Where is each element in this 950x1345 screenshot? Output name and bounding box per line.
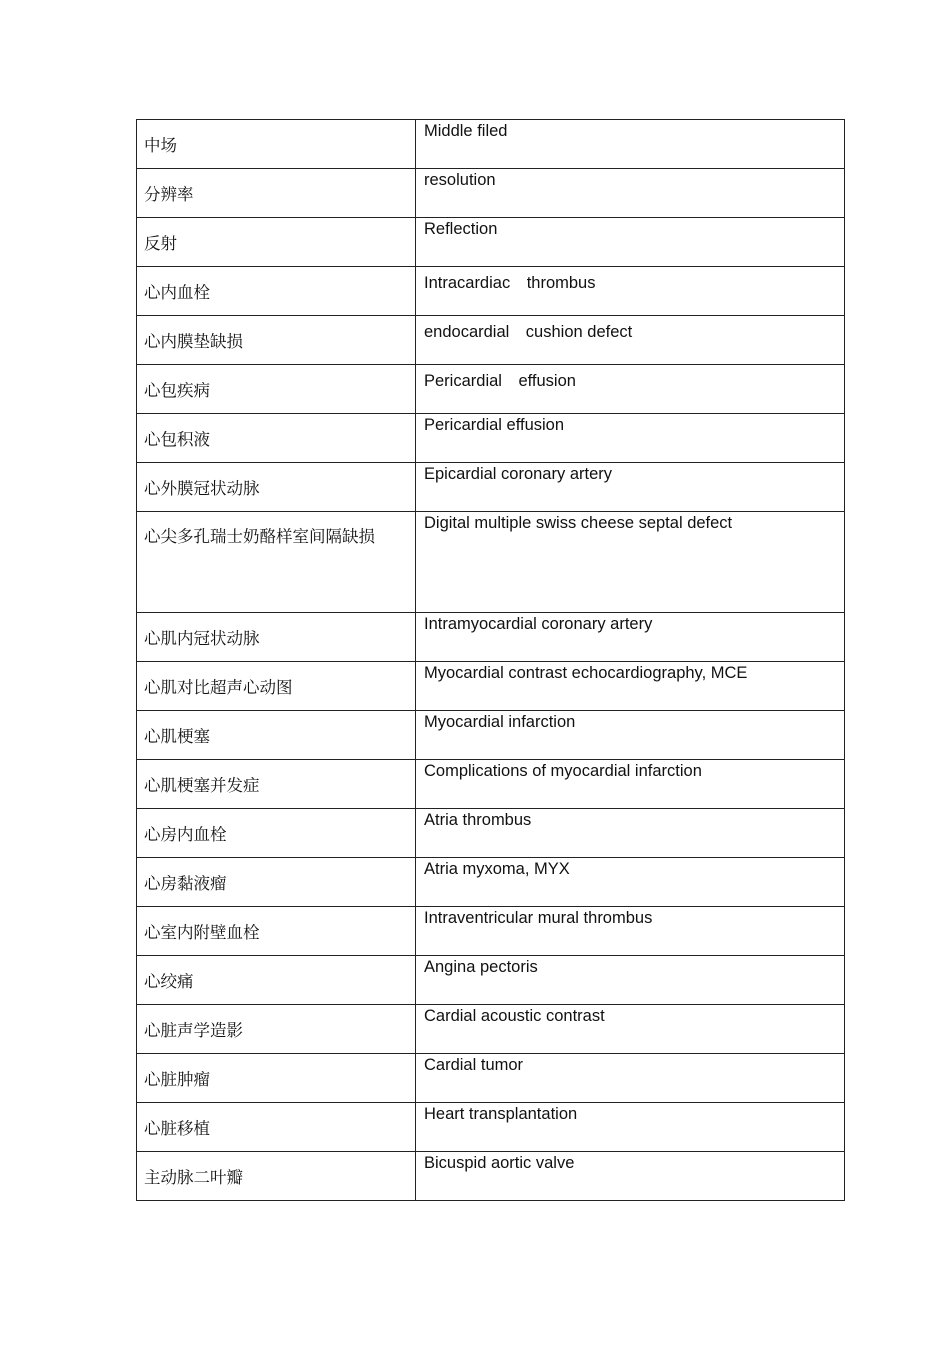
glossary-row <box>137 463 845 512</box>
chinese-term-cell <box>137 1152 416 1201</box>
english-term: endocardial cushion defect <box>416 316 845 365</box>
chinese-term: 心肌梗塞并发症 <box>144 776 260 795</box>
chinese-term-cell <box>137 120 416 169</box>
chinese-term: 心肌对比超声心动图 <box>144 678 293 697</box>
chinese-term: 心肌内冠状动脉 <box>144 629 260 648</box>
english-term: Cardial tumor <box>416 1054 845 1103</box>
glossary-row <box>137 120 845 169</box>
chinese-term-cell <box>137 463 416 512</box>
chinese-term: 中场 <box>144 136 177 155</box>
chinese-term: 心内血栓 <box>144 283 210 302</box>
chinese-term: 心内膜垫缺损 <box>144 332 243 351</box>
chinese-term-cell <box>137 512 416 613</box>
chinese-term-cell <box>137 956 416 1005</box>
glossary-row <box>137 858 845 907</box>
chinese-term: 主动脉二叶瓣 <box>144 1168 243 1187</box>
english-term: Epicardial coronary artery <box>416 463 845 512</box>
chinese-term: 分辨率 <box>144 185 194 204</box>
chinese-term: 心脏移植 <box>144 1119 210 1138</box>
chinese-term-cell <box>137 1005 416 1054</box>
english-term: resolution <box>416 169 845 218</box>
chinese-term-cell <box>137 365 416 414</box>
chinese-term: 心房内血栓 <box>144 825 227 844</box>
chinese-term-cell <box>137 1054 416 1103</box>
glossary-row <box>137 316 845 365</box>
chinese-term-cell <box>137 662 416 711</box>
glossary-row <box>137 613 845 662</box>
english-term: Intraventricular mural thrombus <box>416 907 845 956</box>
glossary-table <box>136 119 845 1201</box>
glossary-row <box>137 1005 845 1054</box>
english-term: Atria myxoma, MYX <box>416 858 845 907</box>
chinese-term-cell <box>137 169 416 218</box>
glossary-body <box>137 120 845 1201</box>
english-term: Middle filed <box>416 120 845 169</box>
chinese-term-cell <box>137 1103 416 1152</box>
english-term: Heart transplantation <box>416 1103 845 1152</box>
chinese-term-cell <box>137 711 416 760</box>
chinese-term: 心包积液 <box>144 430 210 449</box>
glossary-row <box>137 662 845 711</box>
chinese-term: 心脏声学造影 <box>144 1021 243 1040</box>
glossary-row <box>137 414 845 463</box>
chinese-term: 反射 <box>144 234 177 253</box>
english-term: Pericardial effusion <box>416 414 845 463</box>
chinese-term-cell <box>137 907 416 956</box>
english-term: Myocardial infarction <box>416 711 845 760</box>
english-term: Cardial acoustic contrast <box>416 1005 845 1054</box>
chinese-term-cell <box>137 858 416 907</box>
glossary-row <box>137 169 845 218</box>
chinese-term: 心包疾病 <box>144 381 210 400</box>
glossary-row <box>137 1152 845 1201</box>
english-term: Myocardial contrast echocardiography, MCE <box>416 662 845 711</box>
chinese-term: 心脏肿瘤 <box>144 1070 210 1089</box>
chinese-term-cell <box>137 218 416 267</box>
english-term: Pericardial effusion <box>416 365 845 414</box>
glossary-row <box>137 267 845 316</box>
glossary-row <box>137 809 845 858</box>
english-term: Intramyocardial coronary artery <box>416 613 845 662</box>
chinese-term-cell <box>137 267 416 316</box>
glossary-row <box>137 218 845 267</box>
chinese-term-cell <box>137 809 416 858</box>
english-term: Digital multiple swiss cheese septal defect <box>416 512 845 613</box>
chinese-term: 心绞痛 <box>144 972 194 991</box>
chinese-term-cell <box>137 316 416 365</box>
english-term: Atria thrombus <box>416 809 845 858</box>
chinese-term-cell <box>137 414 416 463</box>
chinese-term: 心尖多孔瑞士奶酪样室间隔缺损 <box>144 527 375 546</box>
chinese-term: 心肌梗塞 <box>144 727 210 746</box>
chinese-term: 心室内附壁血栓 <box>144 923 260 942</box>
chinese-term-cell <box>137 613 416 662</box>
glossary-row <box>137 711 845 760</box>
english-term: Intracardiac thrombus <box>416 267 845 316</box>
english-term: Complications of myocardial infarction <box>416 760 845 809</box>
english-term: Reflection <box>416 218 845 267</box>
chinese-term-cell <box>137 760 416 809</box>
glossary-row <box>137 907 845 956</box>
english-term: Angina pectoris <box>416 956 845 1005</box>
chinese-term: 心房黏液瘤 <box>144 874 227 893</box>
glossary-row <box>137 1103 845 1152</box>
glossary-row <box>137 512 845 613</box>
glossary-row <box>137 956 845 1005</box>
glossary-row <box>137 1054 845 1103</box>
chinese-term: 心外膜冠状动脉 <box>144 479 260 498</box>
glossary-row <box>137 760 845 809</box>
glossary-row <box>137 365 845 414</box>
english-term: Bicuspid aortic valve <box>416 1152 845 1201</box>
